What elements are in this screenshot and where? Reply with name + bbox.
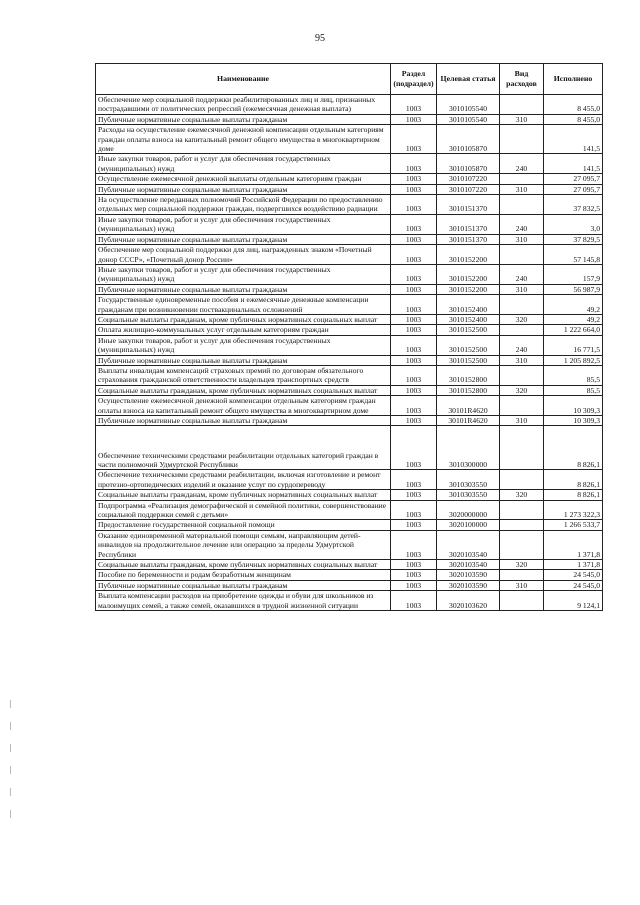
cell-name: Оплата жилищно-коммунальных услуг отдельным категориям граждан [96,325,391,335]
header-article: Целевая статья [437,64,500,95]
cell-kind [500,530,544,559]
cell-article: 3010152500 [437,325,500,335]
cell-name: Публичные нормативные социальные выплаты гражданам [96,284,391,294]
cell-name: Оказание единовременной материальной помощи семьям, направляющим детей-инвалидов на продолжительное лечение или операцию за пределы Удмуртской Республики [96,530,391,559]
cell-article: 3010300000 [437,426,500,470]
cell-article: 3010303550 [437,490,500,500]
cell-value: 56 987,9 [544,284,603,294]
cell-value: 9 124,1 [544,591,603,611]
cell-name: На осуществление переданных полномочий Российской Федерации по предоставлению отдельных мер социальной поддержки граждан, подвергшихся воздействию радиации [96,195,391,215]
cell-section: 1003 [391,355,437,365]
cell-article: 3010152500 [437,355,500,365]
cell-section: 1003 [391,95,437,115]
cell-article: 3020103590 [437,570,500,580]
cell-kind: 240 [500,154,544,174]
cell-value: 49,2 [544,295,603,315]
cell-value: 85,5 [544,385,603,395]
table-row [96,95,603,115]
cell-section: 1003 [391,580,437,590]
cell-section: 1003 [391,570,437,580]
cell-value: 24 545,0 [544,580,603,590]
table-row [96,174,603,184]
cell-value: 8 826,1 [544,490,603,500]
table-row [96,214,603,234]
cell-article: 30101R4620 [437,396,500,416]
cell-section: 1003 [391,560,437,570]
cell-article: 3010152400 [437,295,500,315]
cell-value: 8 826,1 [544,426,603,470]
cell-value: 141,5 [544,154,603,174]
cell-section: 1003 [391,114,437,124]
cell-section: 1003 [391,396,437,416]
cell-kind [500,325,544,335]
cell-value: 1 266 533,7 [544,520,603,530]
cell-section: 1003 [391,184,437,194]
cell-kind: 320 [500,385,544,395]
table-row [96,530,603,559]
cell-section: 1003 [391,295,437,315]
cell-name: Публичные нормативные социальные выплаты гражданам [96,114,391,124]
cell-article: 3010105540 [437,95,500,115]
cell-kind: 310 [500,114,544,124]
cell-kind [500,125,544,154]
cell-section: 1003 [391,416,437,426]
cell-name: Предоставление государственной социальной помощи [96,520,391,530]
header-name: Наименование [96,64,391,95]
cell-kind [500,365,544,385]
cell-name: Иные закупки товаров, работ и услуг для обеспечения государственных (муниципальных) нужд [96,154,391,174]
cell-kind [500,95,544,115]
table-row [96,426,603,470]
cell-name: Публичные нормативные социальные выплаты гражданам [96,355,391,365]
cell-article: 3010151370 [437,234,500,244]
cell-section: 1003 [391,174,437,184]
cell-article: 3010107220 [437,184,500,194]
cell-section: 1003 [391,470,437,490]
table-row [96,314,603,324]
cell-section: 1003 [391,125,437,154]
cell-value: 27 095,7 [544,174,603,184]
table-row [96,385,603,395]
cell-value: 1 371,8 [544,530,603,559]
cell-article: 3010152800 [437,385,500,395]
cell-value: 85,5 [544,365,603,385]
cell-kind: 310 [500,234,544,244]
cell-kind: 320 [500,314,544,324]
cell-name: Осуществление ежемесячной денежной выплаты отдельным категориям граждан [96,174,391,184]
table-row [96,500,603,520]
cell-kind: 310 [500,184,544,194]
table-row [96,591,603,611]
cell-article: 3010105870 [437,125,500,154]
cell-name: Расходы на осуществление ежемесячной денежной компенсации отдельным категориям граждан оплаты взноса на капитальный ремонт общего имущества в многоквартирном доме [96,125,391,154]
cell-kind: 240 [500,264,544,284]
table-row [96,355,603,365]
table-row [96,470,603,490]
table-row [96,365,603,385]
cell-section: 1003 [391,426,437,470]
table-row [96,195,603,215]
scan-margin-marks [10,700,13,850]
cell-kind [500,195,544,215]
cell-kind: 320 [500,560,544,570]
cell-kind: 310 [500,580,544,590]
cell-name: Социальные выплаты гражданам, кроме публичных нормативных социальных выплат [96,385,391,395]
cell-article: 3020000000 [437,500,500,520]
cell-kind [500,174,544,184]
cell-kind: 310 [500,416,544,426]
cell-value: 27 095,7 [544,184,603,194]
cell-value: 49,2 [544,314,603,324]
header-value: Исполнено [544,64,603,95]
table-row [96,335,603,355]
cell-kind [500,470,544,490]
cell-value: 10 309,3 [544,416,603,426]
cell-section: 1003 [391,284,437,294]
cell-article: 3020100000 [437,520,500,530]
table-row [96,264,603,284]
cell-section: 1003 [391,245,437,265]
cell-section: 1003 [391,234,437,244]
table-row [96,114,603,124]
cell-name: Подпрограмма «Реализация демографической и семейной политики, совершенствование социальной поддержки семей с детьми» [96,500,391,520]
cell-name: Осуществление ежемесячной денежной компенсации отдельным категориям граждан оплаты взноса на капитальный ремонт общего имущества в многоквартирном доме [96,396,391,416]
table-row [96,520,603,530]
cell-article: 3020103590 [437,580,500,590]
cell-value: 10 309,3 [544,396,603,416]
budget-table [95,63,603,611]
cell-article: 3020103540 [437,530,500,559]
cell-article: 3010152800 [437,365,500,385]
page-number: 95 [315,33,325,44]
cell-name: Публичные нормативные социальные выплаты гражданам [96,234,391,244]
cell-name: Выплата компенсации расходов на приобретение одежды и обуви для школьников из малоимущих семей, а также семей, оказавшихся в трудной жизненной ситуации [96,591,391,611]
cell-kind: 240 [500,335,544,355]
cell-name: Пособие по беременности и родам безработным женщинам [96,570,391,580]
cell-article: 3010152200 [437,264,500,284]
table-row [96,416,603,426]
cell-name: Социальные выплаты гражданам, кроме публичных нормативных социальных выплат [96,560,391,570]
cell-section: 1003 [391,214,437,234]
cell-value: 16 771,5 [544,335,603,355]
cell-value: 24 545,0 [544,570,603,580]
cell-kind [500,570,544,580]
cell-section: 1003 [391,530,437,559]
table-header-row [96,64,603,95]
cell-name: Обеспечение мер социальной поддержки для лиц, награжденных знаком «Почетный донор СССР», «Почетный донор России» [96,245,391,265]
table-row [96,580,603,590]
cell-article: 3010105540 [437,114,500,124]
cell-article: 3010152200 [437,284,500,294]
cell-name: Социальные выплаты гражданам, кроме публичных нормативных социальных выплат [96,314,391,324]
table-row [96,295,603,315]
cell-value: 57 145,8 [544,245,603,265]
cell-value: 8 455,0 [544,114,603,124]
cell-value: 8 455,0 [544,95,603,115]
cell-article: 3010151370 [437,214,500,234]
table-row [96,396,603,416]
cell-kind [500,245,544,265]
cell-value: 1 273 322,3 [544,500,603,520]
cell-name: Публичные нормативные социальные выплаты гражданам [96,416,391,426]
table-row [96,154,603,174]
cell-kind [500,426,544,470]
cell-name: Иные закупки товаров, работ и услуг для обеспечения государственных (муниципальных) нужд [96,335,391,355]
cell-article: 3020103620 [437,591,500,611]
cell-name: Иные закупки товаров, работ и услуг для обеспечения государственных (муниципальных) нужд [96,264,391,284]
cell-section: 1003 [391,325,437,335]
cell-article: 3010152200 [437,245,500,265]
cell-value: 1 205 892,5 [544,355,603,365]
cell-section: 1003 [391,264,437,284]
cell-kind: 310 [500,284,544,294]
cell-name: Обеспечение техническими средствами реабилитации отдельных категорий граждан в части полномочий Удмуртской Республики [96,426,391,470]
cell-kind [500,591,544,611]
cell-article: 3010151370 [437,195,500,215]
cell-section: 1003 [391,591,437,611]
table-row [96,325,603,335]
cell-section: 1003 [391,500,437,520]
cell-name: Иные закупки товаров, работ и услуг для обеспечения государственных (муниципальных) нужд [96,214,391,234]
table-row [96,570,603,580]
cell-value: 1 371,8 [544,560,603,570]
cell-article: 30101R4620 [437,416,500,426]
cell-kind: 310 [500,355,544,365]
header-section: Раздел (подраздел) [391,64,437,95]
table-row [96,234,603,244]
cell-name: Публичные нормативные социальные выплаты гражданам [96,184,391,194]
cell-section: 1003 [391,195,437,215]
cell-section: 1003 [391,385,437,395]
cell-kind [500,500,544,520]
cell-kind [500,396,544,416]
cell-section: 1003 [391,490,437,500]
cell-value: 1 222 664,0 [544,325,603,335]
table-row [96,490,603,500]
cell-name: Обеспечение мер социальной поддержки реабилитированных лиц и лиц, признанных пострадавшими от политических репрессий (ежемесячная денежная выплата) [96,95,391,115]
cell-value: 157,9 [544,264,603,284]
cell-name: Социальные выплаты гражданам, кроме публичных нормативных социальных выплат [96,490,391,500]
cell-value: 37 832,5 [544,195,603,215]
table-row [96,184,603,194]
table-row [96,125,603,154]
cell-section: 1003 [391,365,437,385]
cell-kind [500,295,544,315]
cell-kind [500,520,544,530]
table-row [96,560,603,570]
cell-name: Публичные нормативные социальные выплаты гражданам [96,580,391,590]
cell-name: Обеспечение техническими средствами реабилитации, включая изготовление и ремонт протезно-ортопедических изделий и оказание услуг по сурдопереводу [96,470,391,490]
cell-kind: 320 [500,490,544,500]
cell-section: 1003 [391,154,437,174]
cell-article: 3010152500 [437,335,500,355]
cell-article: 3010107220 [437,174,500,184]
cell-section: 1003 [391,335,437,355]
cell-value: 141,5 [544,125,603,154]
cell-value: 3,0 [544,214,603,234]
cell-value: 37 829,5 [544,234,603,244]
cell-article: 3010152400 [437,314,500,324]
cell-article: 3010105870 [437,154,500,174]
header-kind: Вид расходов [500,64,544,95]
cell-section: 1003 [391,314,437,324]
cell-article: 3020103540 [437,560,500,570]
table-row [96,245,603,265]
cell-article: 3010303550 [437,470,500,490]
cell-name: Государственные единовременные пособия и ежемесячные денежные компенсации гражданам при возникновении поствакцинальных осложнений [96,295,391,315]
table-row [96,284,603,294]
cell-section: 1003 [391,520,437,530]
cell-kind: 240 [500,214,544,234]
cell-value: 8 826,1 [544,470,603,490]
cell-name: Выплаты инвалидам компенсаций страховых премий по договорам обязательного страхования гражданской ответственности владельцев транспортных средств [96,365,391,385]
